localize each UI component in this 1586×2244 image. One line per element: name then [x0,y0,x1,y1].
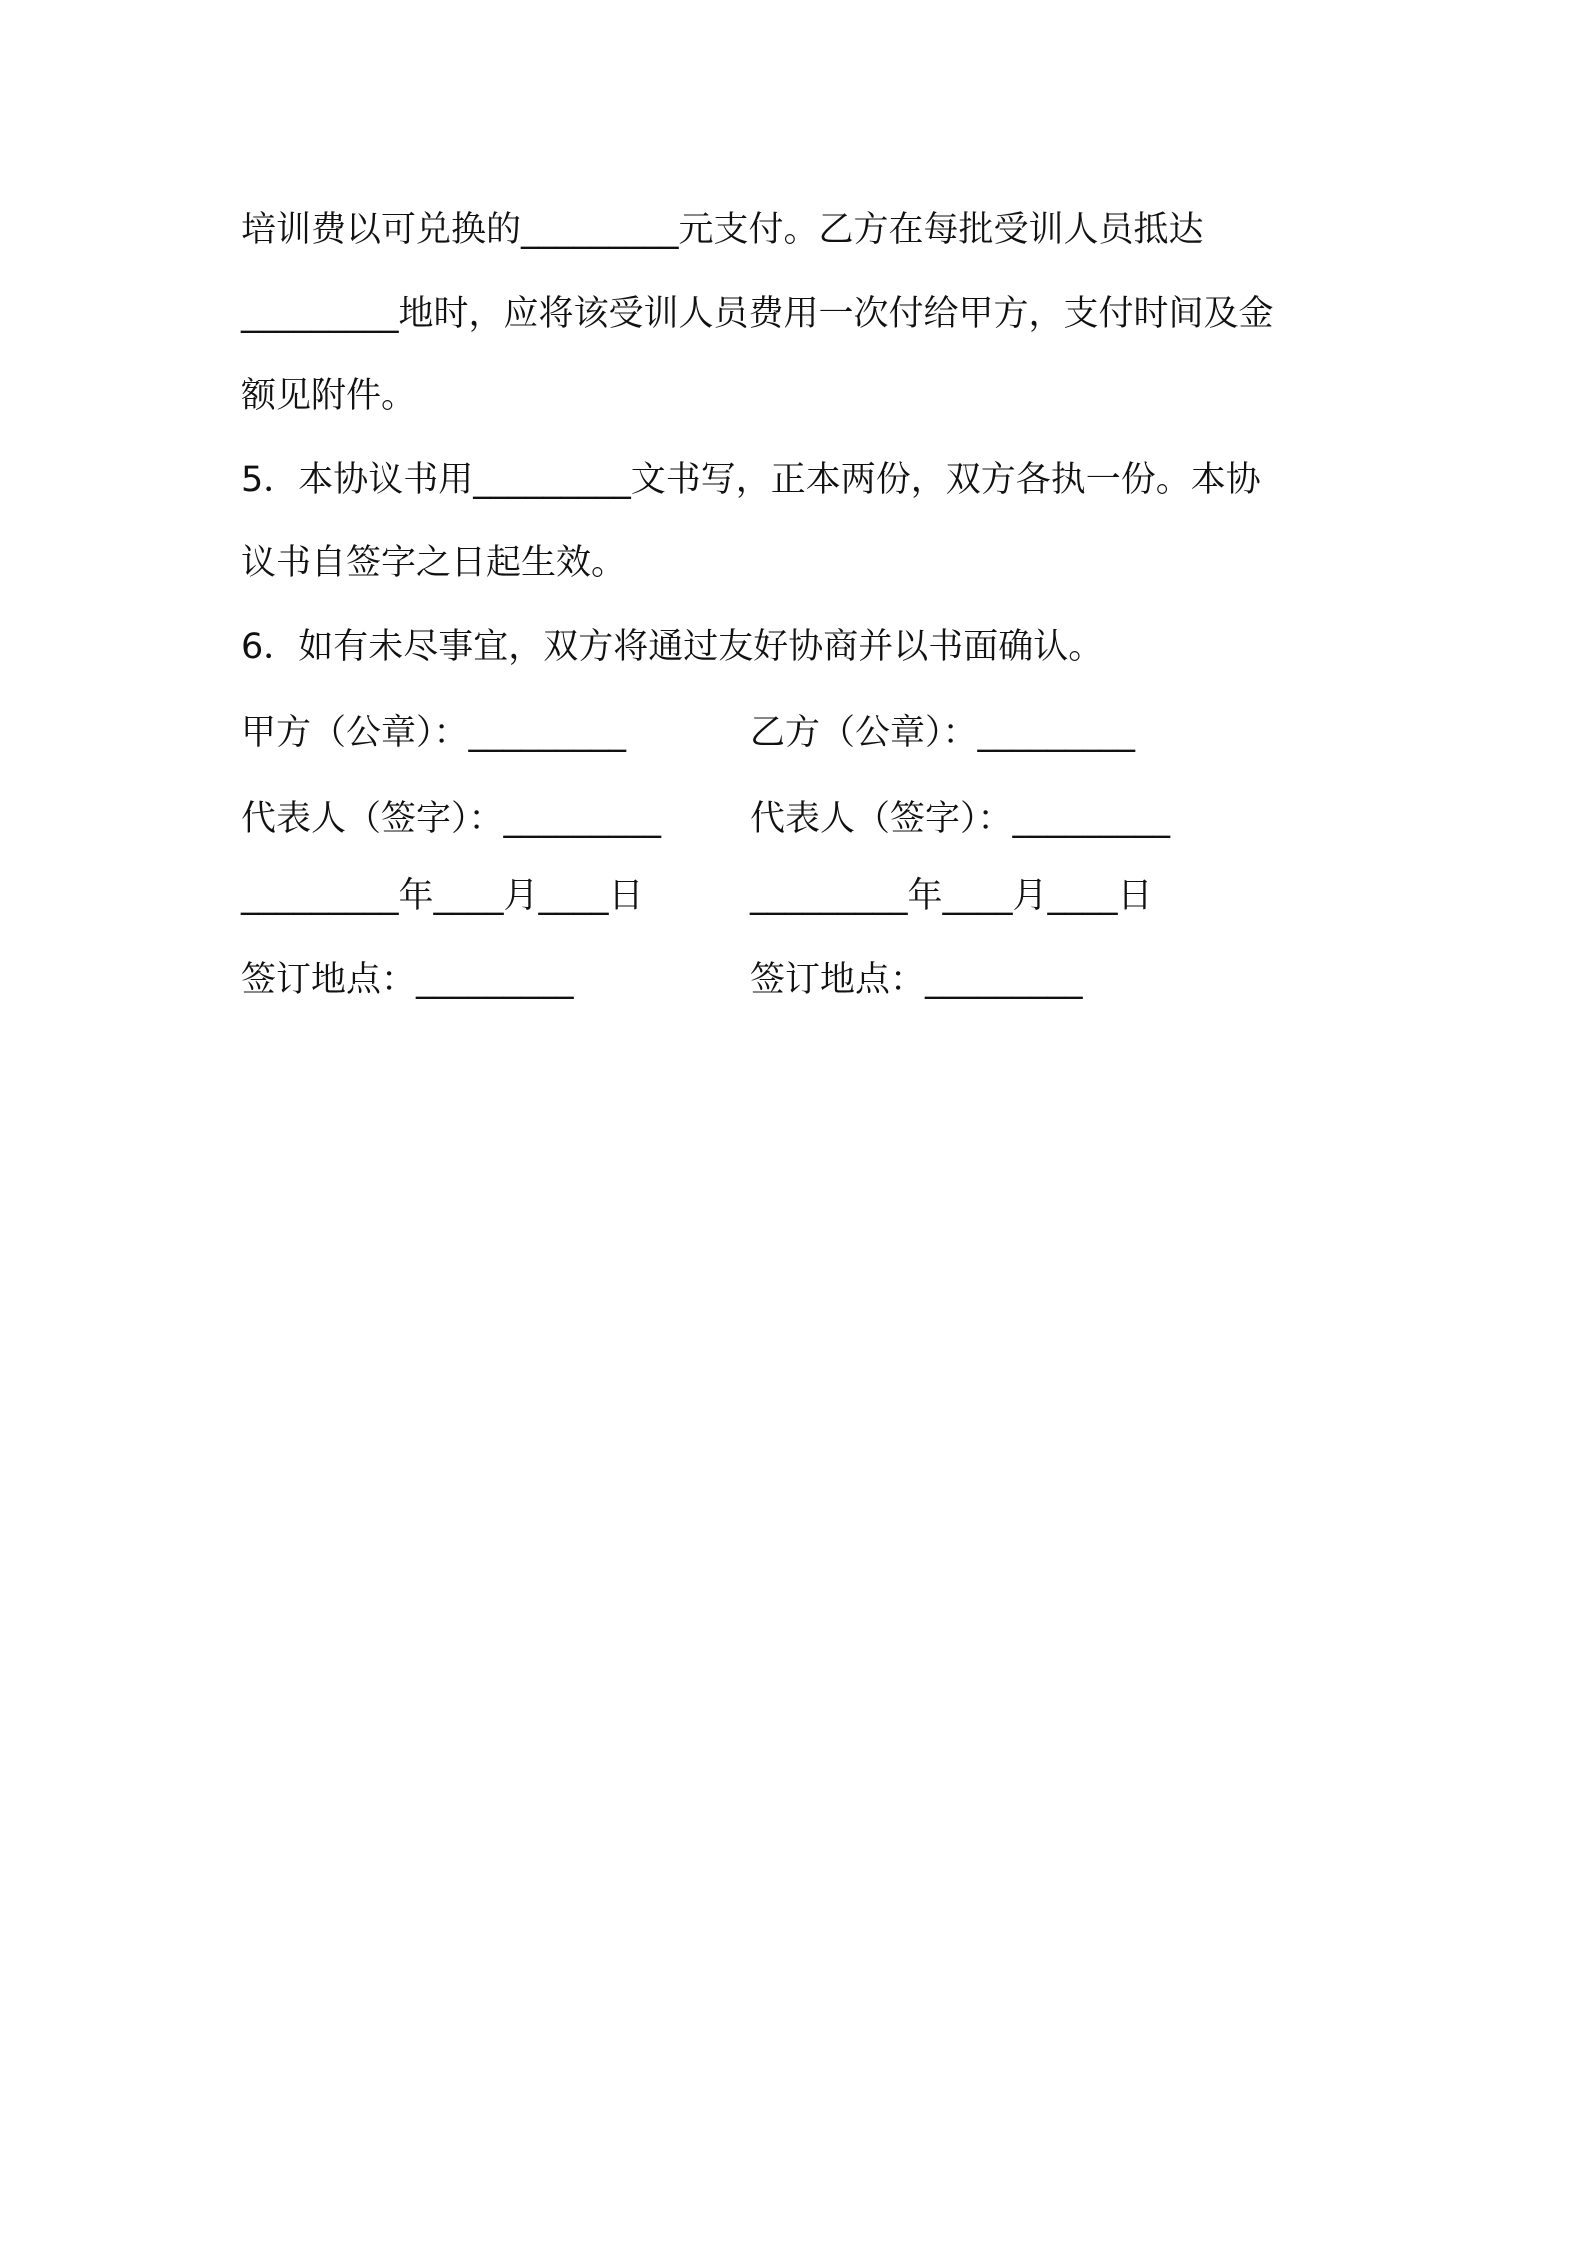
clause-5-line-1: 5．本协议书用_________文书写，正本两份，双方各执一份。本协 [241,460,1261,500]
clause-6: 6．如有未尽事宜，双方将通过友好协商并以书面确认。 [241,627,1104,667]
party-a-seal-line: 甲方（公章）：_________ [241,713,627,753]
party-a-place-line: 签订地点：_________ [241,960,574,1000]
clause-5-line-2: 议书自签字之日起生效。 [241,543,627,583]
party-b-representative-line: 代表人（签字）：_________ [750,799,1171,839]
party-b-place-line: 签订地点：_________ [750,960,1083,1000]
paragraph-line-2: _________地时，应将该受训人员费用一次付给甲方，支付时间及金 [241,294,1274,334]
party-b-date-line: _________年____月____日 [750,876,1153,916]
party-a-representative-line: 代表人（签字）：_________ [241,799,662,839]
party-a-date-line: _________年____月____日 [241,876,644,916]
paragraph-line-1: 培训费以可兑换的_________元支付。乙方在每批受训人员抵达 [241,210,1204,250]
paragraph-line-3: 额见附件。 [241,376,417,416]
party-b-seal-line: 乙方（公章）：_________ [750,713,1136,753]
